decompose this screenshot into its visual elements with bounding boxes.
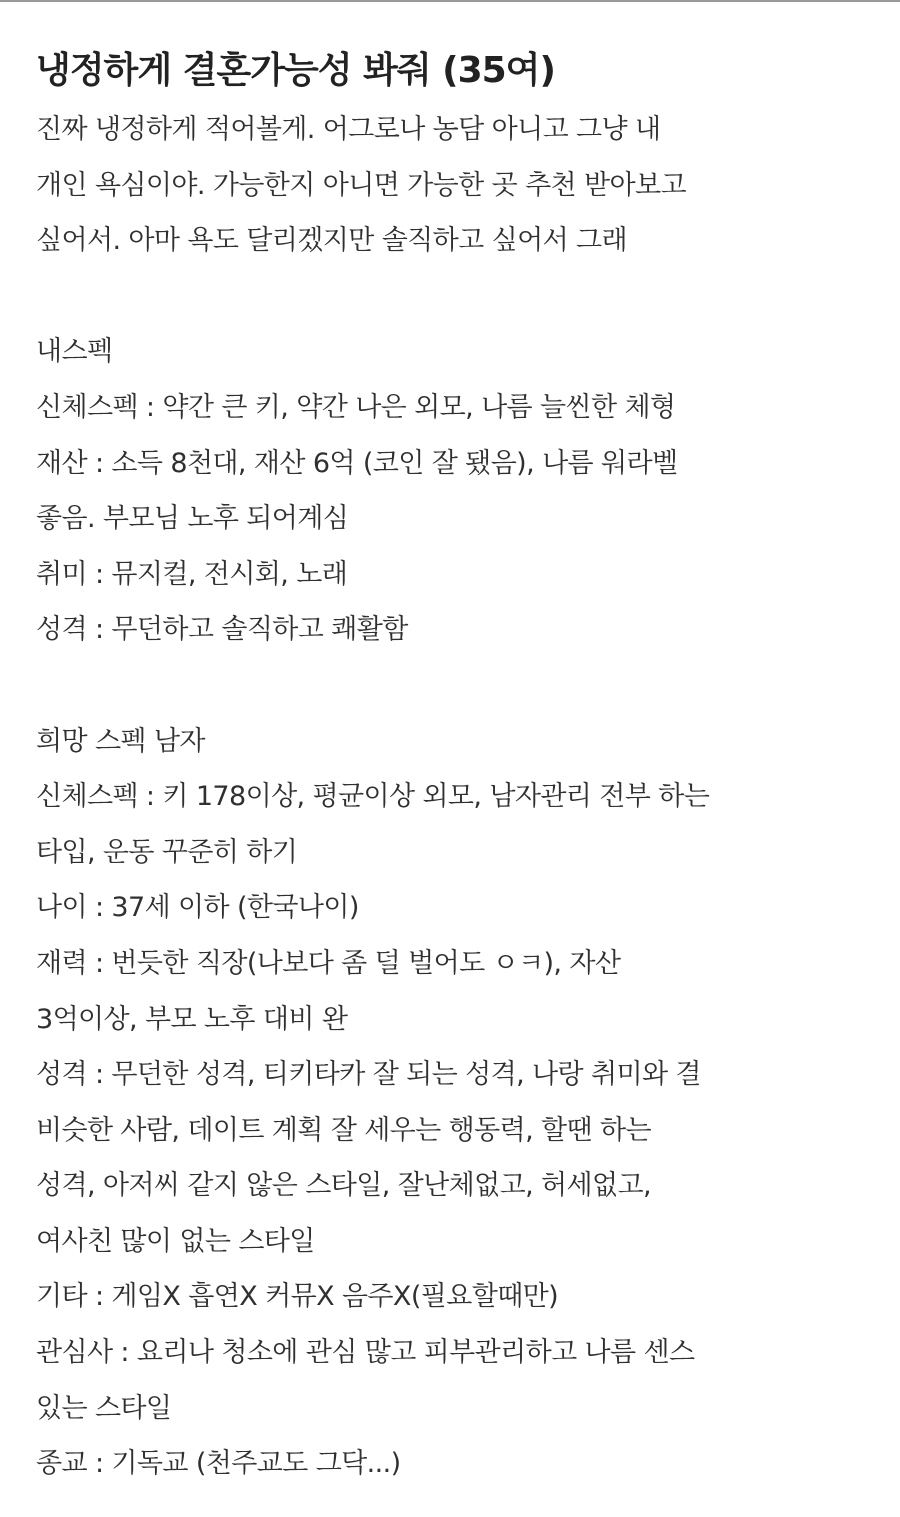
- intro-line: 싶어서. 아마 욕도 달리겠지만 솔직하고 싶어서 그래: [36, 225, 627, 257]
- my-spec-heading: 내스펙: [36, 336, 113, 368]
- my-spec-assets-line: 좋음. 부모님 노후 되어계심: [36, 503, 349, 535]
- wanted-spec-heading: 희망 스펙 남자: [36, 725, 205, 757]
- top-divider: [0, 0, 900, 2]
- my-spec-hobby-line: 취미 : 뮤지컬, 전시회, 노래: [36, 558, 348, 590]
- wanted-interests-line: 있는 스타일: [36, 1392, 172, 1424]
- paragraph-gap: [36, 658, 876, 714]
- wanted-etc-line: 기타 : 게임X 흡연X 커뮤X 음주X(필요할때만): [36, 1281, 559, 1313]
- wanted-spec-section: [36, 714, 876, 1492]
- wanted-wealth-line: 3억이상, 부모 노후 대비 완: [36, 1003, 348, 1035]
- wanted-body-line: 신체스펙 : 키 178이상, 평균이상 외모, 남자관리 전부 하는: [36, 781, 710, 813]
- wanted-age-line: 나이 : 37세 이하 (한국나이): [36, 892, 359, 924]
- post-body: [36, 40, 876, 1492]
- my-spec-section: [36, 324, 876, 658]
- post-title: 냉정하게 결혼가능성 봐줘 (35여): [36, 50, 555, 91]
- my-spec-personality-line: 성격 : 무던하고 솔직하고 쾌활함: [36, 614, 408, 646]
- wanted-wealth-line: 재력 : 번듯한 직장(나보다 좀 덜 벌어도 ㅇㅋ), 자산: [36, 947, 621, 979]
- wanted-interests-line: 관심사 : 요리나 청소에 관심 많고 피부관리하고 나름 센스: [36, 1337, 695, 1369]
- wanted-personality-line: 성격, 아저씨 같지 않은 스타일, 잘난체없고, 허세없고,: [36, 1170, 651, 1202]
- my-spec-body-line: 신체스펙 : 약간 큰 키, 약간 나은 외모, 나름 늘씬한 체형: [36, 391, 676, 423]
- wanted-personality-line: 비슷한 사람, 데이트 계획 잘 세우는 행동력, 할땐 하는: [36, 1114, 651, 1146]
- intro-paragraph: [36, 102, 876, 269]
- paragraph-gap: [36, 269, 876, 325]
- intro-line: 개인 욕심이야. 가능한지 아니면 가능한 곳 추천 받아보고: [36, 169, 686, 201]
- wanted-religion-line: 종교 : 기독교 (천주교도 그닥...): [36, 1448, 401, 1480]
- wanted-personality-line: 성격 : 무던한 성격, 티키타카 잘 되는 성격, 나랑 취미와 결: [36, 1059, 701, 1091]
- wanted-body-line: 타입, 운동 꾸준히 하기: [36, 836, 298, 868]
- wanted-personality-line: 여사친 많이 없는 스타일: [36, 1225, 315, 1257]
- intro-line: 진짜 냉정하게 적어볼게. 어그로나 농담 아니고 그냥 내: [36, 114, 661, 145]
- my-spec-assets-line: 재산 : 소득 8천대, 재산 6억 (코인 잘 됐음), 나름 워라벨: [36, 447, 678, 479]
